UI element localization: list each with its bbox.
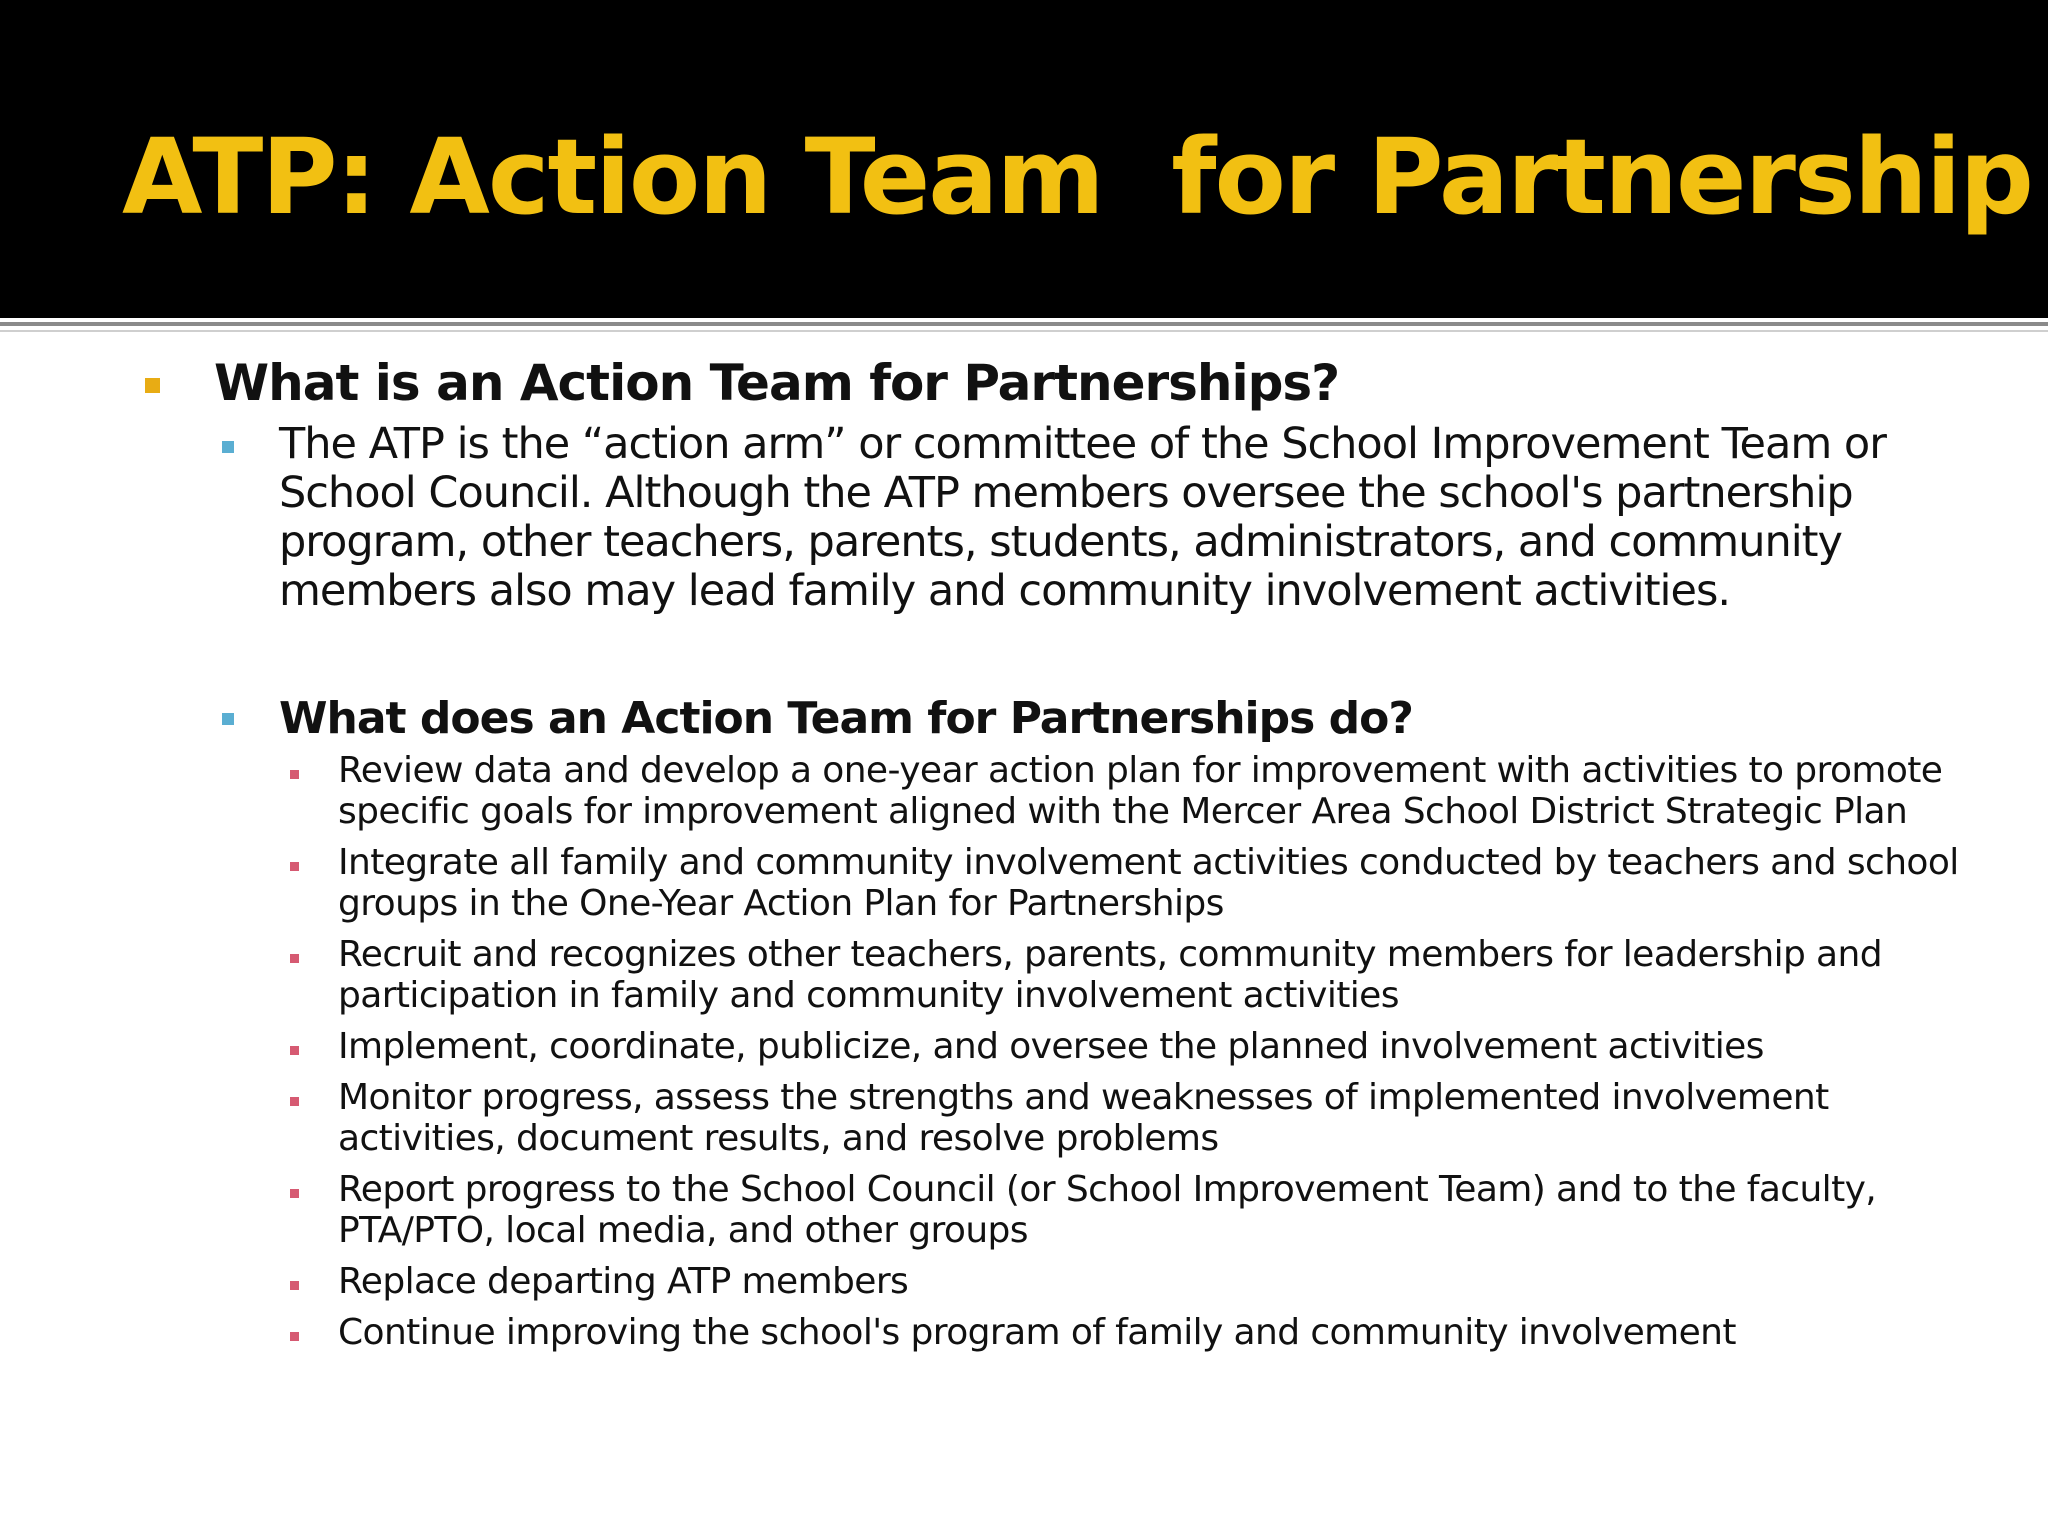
bullet-square-icon [290,1097,299,1106]
list-item-text: Integrate all family and community involvement activities conducted by teachers and school groups in the One-Year Action Plan for Partnerships [338,842,1959,924]
duties-list [338,750,1998,1363]
list-item [338,842,1998,924]
list-item-text: Recruit and recognizes other teachers, parents, community members for leadership and participation in family and community involvement activities [338,934,1882,1016]
list-item [338,1026,1998,1067]
list-item-text: Report progress to the School Council (or School Improvement Team) and to the faculty, PTA/PTO, local media, and other groups [338,1169,1877,1251]
bullet-square-icon [290,1189,299,1198]
bullet-square-icon [222,713,234,725]
bullet-square-icon [290,1046,299,1055]
bullet-square-icon [290,862,299,871]
list-item-text: Replace departing ATP members [338,1261,909,1302]
bullet-square-icon [290,1332,299,1341]
list-item [338,750,1998,832]
list-item [338,1169,1998,1251]
list-item [338,934,1998,1016]
list-item [338,1261,1998,1302]
list-item-text: Monitor progress, assess the strengths and weaknesses of implemented involvement activities, document results, and resolve problems [338,1077,1829,1159]
bullet-square-icon [222,441,234,453]
section-heading: What is an Action Team for Partnerships? [214,354,1340,412]
slide-title: ATP: Action Team for Partnership [122,116,2032,238]
list-item [338,1312,1998,1353]
list-item-text: Implement, coordinate, publicize, and oversee the planned involvement activities [338,1026,1764,1067]
list-item [338,1077,1998,1159]
atp-description: The ATP is the “action arm” or committee of the School Improvement Team or School Council. Although the ATP members oversee the school's partnership program, other teachers, parents, students, administrators, and community members also may lead family and community involvement activities. [279,419,1886,616]
bullet-square-icon [290,1281,299,1290]
bullet-square-icon [145,378,160,393]
list-item-text: Review data and develop a one-year action plan for improvement with activities to promote specific goals for improvement aligned with the Mercer Area School District Strategic Plan [338,750,1943,832]
list-item-text: Continue improving the school's program of family and community involvement [338,1312,1736,1353]
bullet-square-icon [290,954,299,963]
section-subheading: What does an Action Team for Partnerships do? [279,693,1413,744]
bullet-square-icon [290,770,299,779]
